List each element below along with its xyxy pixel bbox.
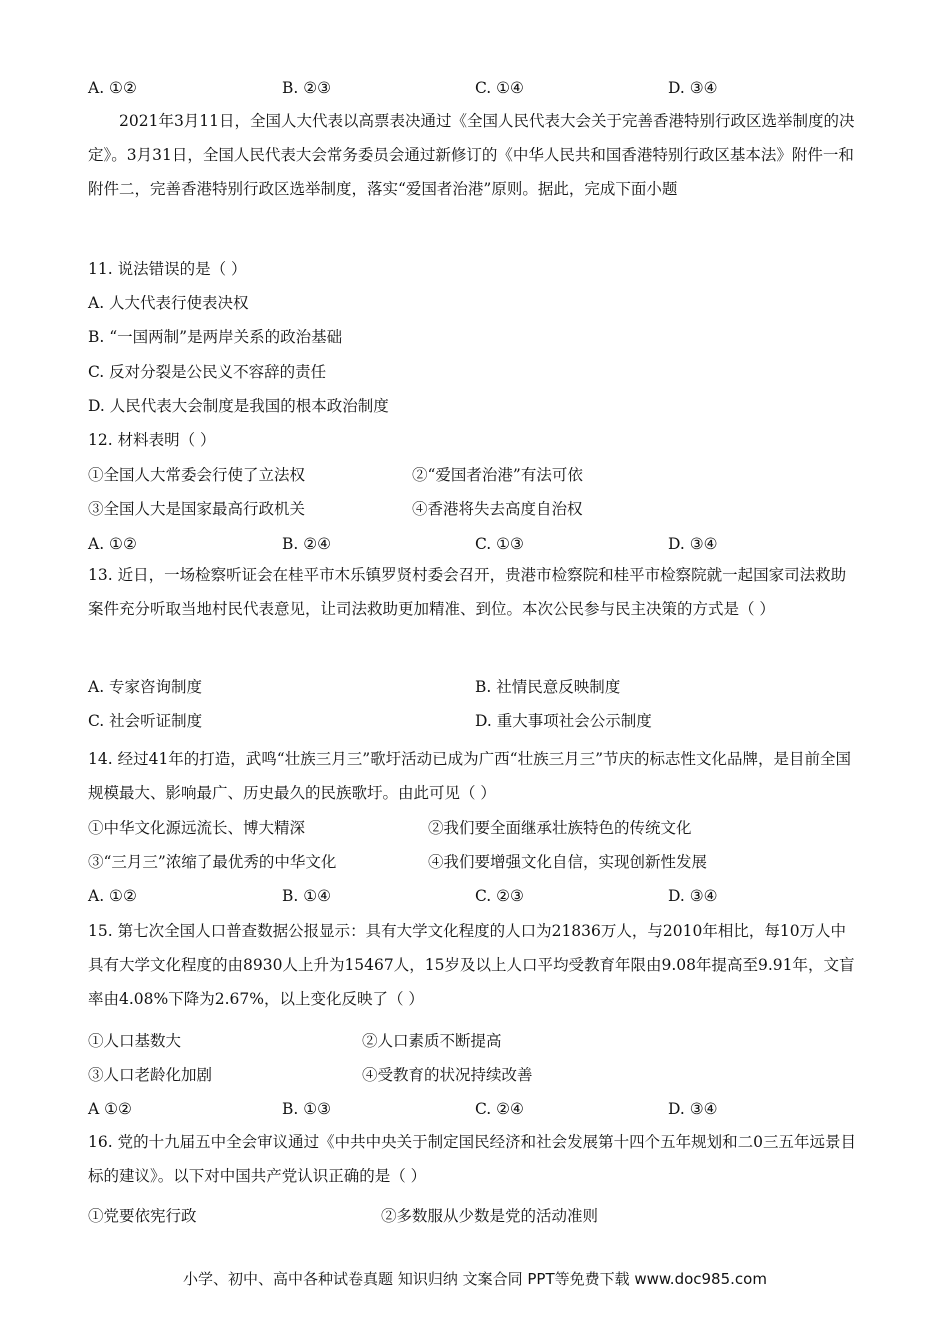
q11-stem: 11. 说法错误的是（ ）: [88, 260, 247, 278]
q14-item-4: ④我们要增强文化自信，实现创新性发展: [428, 853, 708, 871]
q14-stem: 14. 经过41年的打造，武鸣“壮族三月三”歌圩活动已成为广西“壮族三月三”节庆的标志性文化品牌，是目前全国规模最大、影响最广、历史最久的民族歌圩。由此可见（ ）: [88, 750, 851, 802]
q15-item-4: ④受教育的状况持续改善: [362, 1066, 533, 1084]
q15-item-3: ③人口老龄化加剧: [88, 1066, 213, 1084]
q10-option-d: D. ③④: [668, 79, 718, 97]
q12-option-b: B. ②④: [282, 535, 332, 553]
q15-stem: 15. 第七次全国人口普查数据公报显示：具有大学文化程度的人口为21836万人，与2010年相比，每10万人中具有大学文化程度的由8930人上升为15467人，15岁及以上人口平均受教育年限由9.08年提高至9.91年，文盲率由4.08%下降为2.67%，以上变化反映了（ ）: [88, 922, 855, 1008]
q14-option-c: C. ②③: [475, 887, 524, 905]
q12-option-d: D. ③④: [668, 535, 718, 553]
q13-stem: 13. 近日，一场检察听证会在桂平市木乐镇罗贤村委会召开，贵港市检察院和桂平市检察院就一起国家司法救助案件充分听取当地村民代表意见，让司法救助更加精准、到位。本次公民参与民主决策的方式是（ ）: [88, 566, 847, 618]
q14-item-1: ①中华文化源远流长、博大精深: [88, 819, 306, 837]
q16-stem: 16. 党的十九届五中全会审议通过《中共中央关于制定国民经济和社会发展第十四个五年规划和二0三五年远景目标的建议》。以下对中国共产党认识正确的是（ ）: [88, 1133, 856, 1185]
q15-option-c: C. ②④: [475, 1100, 524, 1118]
q13-option-d: D. 重大事项社会公示制度: [475, 712, 652, 730]
intro-paragraph: 2021年3月11日，全国人大代表以高票表决通过《全国人民代表大会关于完善香港特别行政区选举制度的决定》。3月31日，全国人民代表大会常务委员会通过新修订的《中华人民共和国香港特别行政区基本法》附件一和附件二，完善香港特别行政区选举制度，落实“爱国者治港”原则。据此，完成下面小题: [88, 112, 855, 198]
q10-option-c: C. ①④: [475, 79, 524, 97]
q12-stem: 12. 材料表明（ ）: [88, 431, 216, 449]
q13-option-b: B. 社情民意反映制度: [475, 678, 621, 696]
q15-option-b: B. ①③: [282, 1100, 332, 1118]
q16-item-1: ①党要依宪行政: [88, 1207, 197, 1225]
q15-item-2: ②人口素质不断提高: [362, 1032, 502, 1050]
q12-item-2: ②“爱国者治港”有法可依: [412, 466, 583, 484]
q15-option-a: A ①②: [88, 1100, 132, 1118]
q14-item-3: ③“三月三”浓缩了最优秀的中华文化: [88, 853, 337, 871]
q11-option-c: C. 反对分裂是公民义不容辞的责任: [88, 363, 327, 381]
q11-option-b: B. “一国两制”是两岸关系的政治基础: [88, 328, 343, 346]
q14-item-2: ②我们要全面继承壮族特色的传统文化: [428, 819, 692, 837]
q14-option-a: A. ①②: [88, 887, 137, 905]
q10-option-b: B. ②③: [282, 79, 332, 97]
q11-option-d: D. 人民代表大会制度是我国的根本政治制度: [88, 397, 389, 415]
q15-item-1: ①人口基数大: [88, 1032, 182, 1050]
q10-option-a: A. ①②: [88, 79, 137, 97]
page-footer: 小学、初中、高中各种试卷真题 知识归纳 文案合同 PPT等免费下载 www.doc985.com: [183, 1270, 767, 1288]
q13-option-a: A. 专家咨询制度: [88, 678, 203, 696]
q12-option-a: A. ①②: [88, 535, 137, 553]
q16-item-2: ②多数服从少数是党的活动准则: [381, 1207, 599, 1225]
q15-option-d: D. ③④: [668, 1100, 718, 1118]
q14-option-d: D. ③④: [668, 887, 718, 905]
q12-item-3: ③全国人大是国家最高行政机关: [88, 500, 306, 518]
q12-item-1: ①全国人大常委会行使了立法权: [88, 466, 306, 484]
q14-option-b: B. ①④: [282, 887, 332, 905]
q13-option-c: C. 社会听证制度: [88, 712, 203, 730]
q12-option-c: C. ①③: [475, 535, 524, 553]
q12-item-4: ④香港将失去高度自治权: [412, 500, 583, 518]
q11-option-a: A. 人大代表行使表决权: [88, 294, 249, 312]
